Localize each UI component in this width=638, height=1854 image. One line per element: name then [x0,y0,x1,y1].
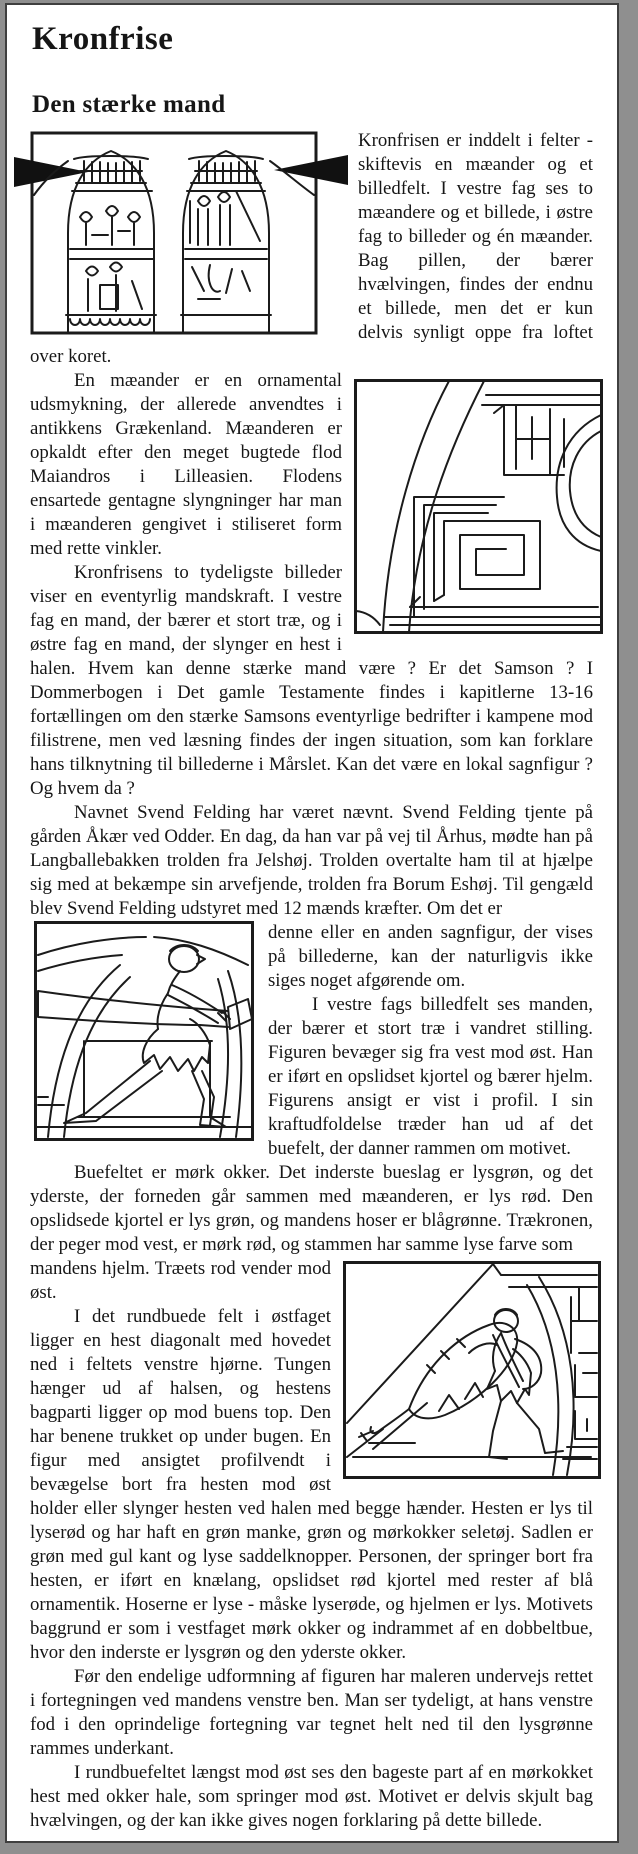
paragraph-colors: Buefeltet er mørk okker. Det inderste bueslag er lysgrøn, og det yderste, der forneden går sammen med mæanderen, er lys rød. Den opslidsede kjortel er lys grøn, og mandens hoser er blågrønne. Trækronen, der peger mod vest, er mørk rød, og stammen har samme lyse farve som [30,1161,593,1255]
paragraph-west-field: I vestre fags billedfelt ses manden, der bærer et stort træ i vandret stilling. Figuren bevæger sig fra vest mod øst. Han er iført en opslidset kjortel og bærer hjelm. Figurens ansigt er vist i profil. I sin kraftudfoldelse træder han ud af det buefelt, der danner rammen om motivet. [268,993,593,1159]
meander-detail-drawing [354,379,603,634]
figure-horse-scene [343,1261,601,1479]
figure-meander-detail [354,379,603,634]
paragraph-meander: En mæander er en ornamental udsmykning, der allerede anvendtes i antikkens Grækenland. Mæanderen er opkaldt efter den meget bugtede flod Maiandros i Lilleasien. Flodens ensartede gentagne slyngninger har man i mæanderen gengivet i stiliseret form med rette vinkler. [30,369,342,559]
kronfrise-overview-drawing [14,131,348,336]
paragraph-east-field: I det rundbuede felt i østfaget ligger en hest diagonalt med hovedet ned i feltets venstre hjørne. Tungen hænger ud af halsen, og hestens bagparti ligger op mod buens top. Den har benene trukket op under bugen. En figur med ansigtet profilvendt i bevægelse bort fra hesten mod øst holder eller slynger hesten ved halen med begge hænder. Hesten er lys til lyserød og har haft en grøn manke, grøn og mørkokker seletøj. Sadlen er grøn med gul kant og lyse saddelknopper. Personen, der springer bort fra hesten, er iført en knælang, opslidset rød kjortel med rester af blå ornamentik. Hoserne er lyse - måske lyserøde, og hjelmen er lys. Motivets baggrund er som i vestfaget mørk okker og indrammet af en dobbeltbue, hvor den inderste er lysgrøn og den yderste okker. [30,1305,593,1663]
paragraph-last-field: I rundbuefeltet længst mod øst ses den bageste part af en mørkokket hest med okker hale, som springer mod øst. Motivet er delvis skjult bag hvælvingen, og der kan ikke gives nogen forklaring på dette billede. [30,1761,593,1831]
document-page [5,3,619,1843]
section-heading: Den stærke mand [32,91,226,119]
paragraph-svend-felding-cont: denne eller en anden sagnfigur, der vises på billederne, kan der naturligvis ikke siges noget afgørende om. [268,921,593,991]
figure-kronfrise-overview [14,131,348,336]
figure-man-with-tree [34,921,254,1141]
paragraph-svend-felding: Navnet Svend Felding har været nævnt. Svend Felding tjente på gården Åkær ved Odder. En dag, da han var på vej til Århus, mødte han på Langballebakken trolden fra Jelshøj. Trolden overtalte ham til at hjælpe sig med at bekæmpe sin arvefjende, trolden fra Borum Eshøj. Til gengæld blev Svend Felding udstyret med 12 mænds kræfter. Om det er [30,801,593,919]
paragraph-intro: Kronfrisen er inddelt i felter - skiftevis en mæander og et billedfelt. I vestre fag ses to mæandere og et billede, i østre fag to billeder og én mæander. Bag pillen, der bærer hvælvingen, findes der endnu et billede, men det er kun delvis synligt oppe fra loftet over koret. [30,129,593,367]
horse-scene-drawing [343,1261,601,1479]
man-with-tree-drawing [34,921,254,1141]
paragraph-colors-cont: mandens hjelm. Træets rod vender mod øst. [30,1257,331,1303]
page-title: Kronfrise [32,21,174,57]
paragraph-strongman: Kronfrisens to tydeligste billeder viser en eventyrlig mandskraft. I vestre fag en mand, der bærer et stort træ, og i østre fag en mand, der slynger en hest i halen. Hvem kan denne stærke mand være ? Er det Samson ? I Dommerbogen i Det gamle Testamente findes i kapitlerne 13-16 fortællingen om den stærke Samsons eventyrlige bedrifter i kampene mod filistrene, men ved læsning findes der ingen situation, som kan forklare hans tilknytning til billederne i Mårslet. Kan det være en lokal sagnfigur ? Og hvem da ? [30,561,593,799]
paragraph-correction: Før den endelige udformning af figuren har maleren undervejs rettet i fortegningen ved mandens venstre ben. Man ser tydeligt, at hans venstre fod i den oprindelige fortegning var tegnet helt ned til den lysgrønne rammes underkant. [30,1665,593,1759]
